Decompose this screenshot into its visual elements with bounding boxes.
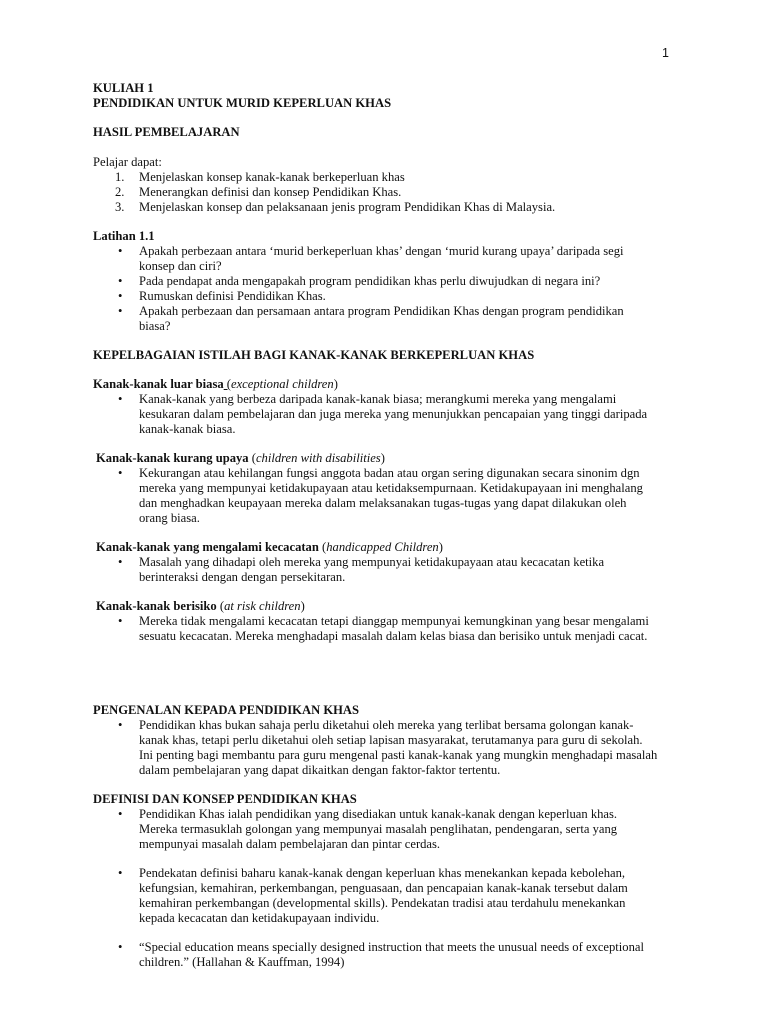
term-luar-biasa — [93, 377, 338, 392]
hasil-intro: Pelajar dapat: — [93, 155, 162, 169]
bullet: • — [118, 304, 123, 318]
list-text: kanak-kanak biasa. — [139, 422, 236, 436]
hasil-heading: HASIL PEMBELAJARAN — [93, 125, 240, 139]
quote-text: children.” (Hallahan & Kauffman, 1994) — [139, 955, 345, 969]
list-text: konsep dan ciri? — [139, 259, 222, 273]
list-text: mempunyai masalah dalam pembelajaran dan pintar cerdas. — [139, 837, 441, 851]
bullet: • — [118, 466, 123, 480]
page-title: PENDIDIKAN UNTUK MURID KEPERLUAN KHAS — [93, 96, 392, 110]
list-number: 3. — [115, 200, 125, 214]
english-term: at risk children — [224, 599, 301, 613]
page-number: 1 — [662, 46, 669, 60]
term-berisiko — [96, 599, 305, 614]
term-kurang-upaya — [96, 451, 385, 466]
list-text: Rumuskan definisi Pendidikan Khas. — [139, 289, 326, 303]
paren: ( — [248, 451, 256, 465]
list-text: Menjelaskan konsep kanak-kanak berkeperluan khas — [139, 170, 405, 184]
list-text: orang biasa. — [139, 511, 200, 525]
bullet: • — [118, 555, 123, 569]
bullet: • — [118, 392, 123, 406]
list-text: dalam pembelajaran yang dapat dikaitkan dengan faktor-faktor tertentu. — [139, 763, 501, 777]
list-text: Apakah perbezaan dan persamaan antara program Pendidikan Khas dengan program pendidikan — [139, 304, 624, 318]
english-term: children with disabilities — [255, 451, 381, 465]
list-text: kemahiran perkembangan (developmental skills). Pendekatan tradisi atau terdahulu menekankan — [139, 896, 626, 910]
list-text: kefungsian, kemahiran, perkembangan, penguasaan, dan pencapaian kanak-kanak tersebut dalam — [139, 881, 628, 895]
bullet: • — [118, 940, 123, 954]
term-kecacatan — [96, 540, 443, 555]
list-text: biasa? — [139, 319, 171, 333]
bullet: • — [118, 866, 123, 880]
bullet: • — [118, 718, 123, 732]
paren: ) — [380, 451, 385, 465]
english-term: handicapped Children — [326, 540, 439, 554]
lecture-number: KULIAH 1 — [93, 81, 154, 95]
term-label: Kanak-kanak yang mengalami kecacatan — [96, 540, 319, 554]
paren: ( — [318, 540, 327, 554]
quote-text: “Special education means specially designed instruction that meets the unusual needs of exceptional — [139, 940, 644, 954]
pengenalan-heading: PENGENALAN KEPADA PENDIDIKAN KHAS — [93, 703, 360, 717]
latihan-heading: Latihan 1.1 — [93, 229, 155, 243]
list-text: dan menghadkan keupayaan mereka dalam melaksanakan tugas-tugas yang dapat dilakukan oleh — [139, 496, 627, 510]
bullet: • — [118, 274, 123, 288]
list-number: 1. — [115, 170, 125, 184]
list-text: kepada kecacatan dan ketidakupayaan individu. — [139, 911, 380, 925]
paren: ) — [333, 377, 338, 391]
bullet: • — [118, 289, 123, 303]
list-text: Mereka tidak mengalami kecacatan tetapi dianggap mempunyai kemungkinan yang besar mengalami — [139, 614, 649, 628]
bullet: • — [118, 614, 123, 628]
list-text: Masalah yang dihadapi oleh mereka yang mempunyai ketidakupayaan atau kecacatan ketika — [139, 555, 605, 569]
list-text: Menerangkan definisi dan konsep Pendidikan Khas. — [139, 185, 402, 199]
english-term: exceptional children — [231, 377, 334, 391]
list-text: Menjelaskan konsep dan pelaksanaan jenis program Pendidikan Khas di Malaysia. — [139, 200, 556, 214]
list-text: kesukaran dalam pembelajaran dan juga mereka yang menunjukkan pencapaian yang tinggi daripada — [139, 407, 648, 421]
list-text: Ini penting bagi membantu para guru mengenal pasti kanak-kanak yang mungkin menghadapi masalah — [139, 748, 658, 762]
list-text: Pendekatan definisi baharu kanak-kanak dengan keperluan khas menekankan kepada kebolehan, — [139, 866, 626, 880]
kepelbagaian-heading: KEPELBAGAIAN ISTILAH BAGI KANAK-KANAK BERKEPERLUAN KHAS — [93, 348, 535, 362]
list-text: Pendidikan Khas ialah pendidikan yang disediakan untuk kanak-kanak dengan keperluan khas. — [139, 807, 618, 821]
term-label: Kanak-kanak berisiko — [96, 599, 217, 613]
definisi-heading: DEFINISI DAN KONSEP PENDIDIKAN KHAS — [93, 792, 357, 806]
paren: ( — [216, 599, 225, 613]
paren: ( — [223, 377, 231, 391]
list-text: Apakah perbezaan antara ‘murid berkeperluan khas’ dengan ‘murid kurang upaya’ daripada segi — [139, 244, 624, 258]
list-text: Pendidikan khas bukan sahaja perlu diketahui oleh mereka yang terlibat bersama golongan kanak- — [139, 718, 634, 732]
list-text: Kanak-kanak yang berbeza daripada kanak-kanak biasa; merangkumi mereka yang mengalami — [139, 392, 617, 406]
list-text: Kekurangan atau kehilangan fungsi anggota badan atau organ sering digunakan secara sinonim dgn — [139, 466, 640, 480]
list-text: kanak khas, tetapi perlu diketahui oleh setiap lapisan masyarakat, terutamanya para guru di sekolah. — [139, 733, 643, 747]
list-text: berinteraksi dengan dengan persekitaran. — [139, 570, 346, 584]
bullet: • — [118, 244, 123, 258]
list-text: Mereka termasuklah golongan yang mempunyai masalah penglihatan, pendengaran, serta yang — [139, 822, 618, 836]
list-text: sesuatu kecacatan. Mereka menghadapi masalah dalam kelas biasa dan berisiko untuk menjadi cacat. — [139, 629, 648, 643]
list-text: Pada pendapat anda mengapakah program pendidikan khas perlu diwujudkan di negara ini? — [139, 274, 601, 288]
term-label: Kanak-kanak luar biasa — [93, 377, 224, 391]
list-number: 2. — [115, 185, 125, 199]
term-label: Kanak-kanak kurang upaya — [96, 451, 249, 465]
list-text: mereka yang mempunyai ketidakupayaan atau ketidaksempurnaan. Ketidakupayaan ini menghalang — [139, 481, 643, 495]
bullet: • — [118, 807, 123, 821]
paren: ) — [438, 540, 443, 554]
paren: ) — [300, 599, 305, 613]
